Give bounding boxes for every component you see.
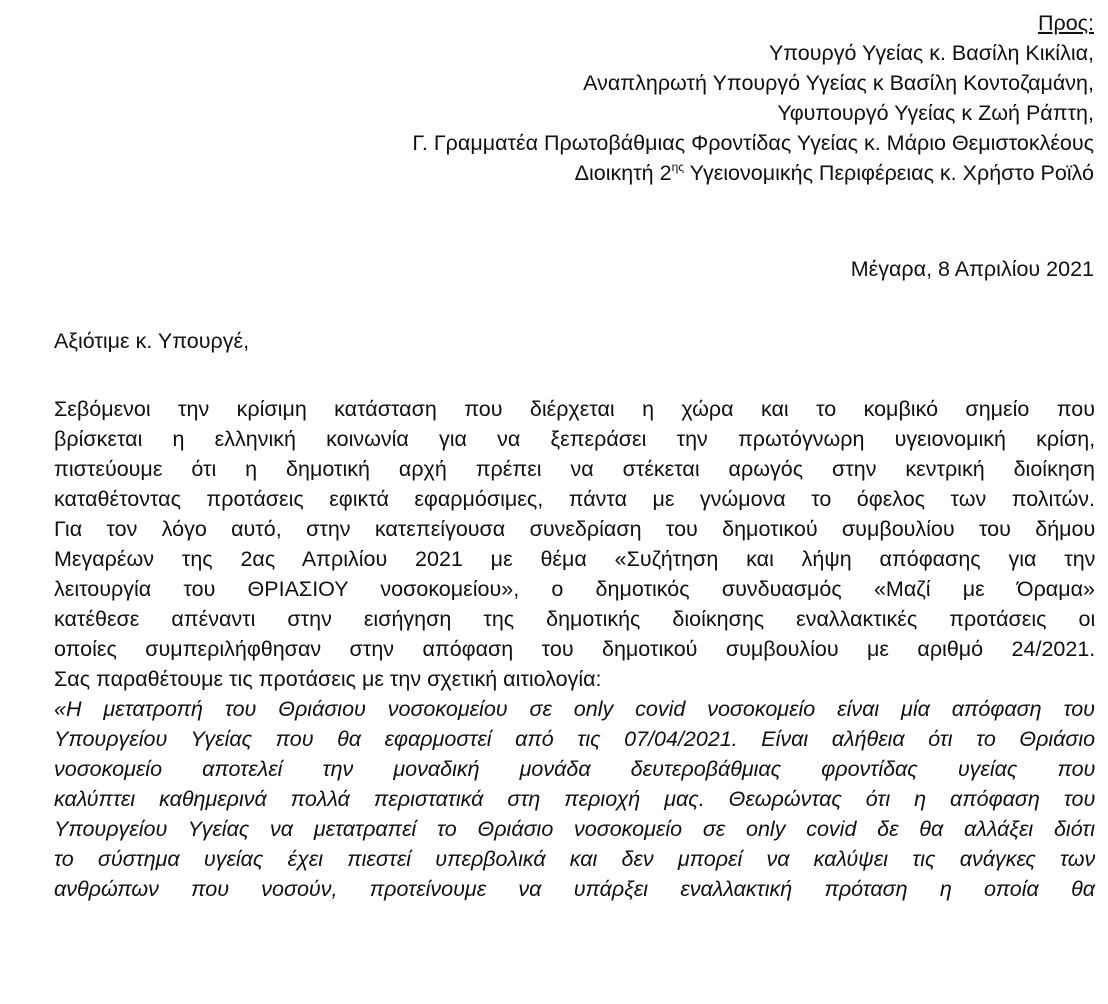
- body-line: πιστεύουμε ότι η δημοτική αρχή πρέπει να στέκεται αρωγός στην κεντρική διοίκηση: [54, 457, 1095, 481]
- quoted-line: «Η μετατροπή του Θριάσιου νοσοκομείου σε only covid νοσοκομείο είναι μία απόφαση του: [54, 697, 1095, 721]
- body-line: καταθέτοντας προτάσεις εφικτά εφαρμόσιμες, πάντα με γνώμονα το όφελος των πολιτών.: [54, 487, 1095, 511]
- recipient-line: Υφυπουργό Υγείας κ Ζωή Ράπτη,: [777, 101, 1094, 125]
- salutation: Αξιότιμε κ. Υπουργέ,: [54, 329, 250, 353]
- date-line: Μέγαρα, 8 Απριλίου 2021: [850, 257, 1094, 281]
- recipient-line: Διοικητή $2^{\eta\varsigma}$ Υγειονομικής Περιφέρειας κ. Χρήστο Ροϊλό: [574, 160, 1094, 185]
- body-line: βρίσκεται η ελληνική κοινωνία για να ξεπεράσει την πρωτόγνωρη υγειονομική κρίση,: [54, 427, 1096, 451]
- recipient-line: Γ. Γραμματέα Πρωτοβάθμιας Φροντίδας Υγείας κ. Μάριο Θεμιστοκλέους: [412, 131, 1094, 155]
- body-line: οποίες συμπεριλήφθησαν στην απόφαση του δημοτικού συμβουλίου με αριθμό 24/2021.: [54, 637, 1096, 661]
- letter-body: [54, 394, 1095, 904]
- body-line: Μεγαρέων της 2ας Απριλίου 2021 με θέμα «Συζήτηση και λήψη απόφασης για την: [54, 547, 1096, 571]
- body-line: Σας παραθέτουμε τις προτάσεις με την σχετική αιτιολογία:: [54, 667, 602, 691]
- ordinal-superscript: ης: [671, 160, 685, 174]
- body-line: λειτουργία του ΘΡΙΑΣΙΟΥ νοσοκομείου», ο δημοτικός συνδυασμός «Μαζί με Όραμα»: [54, 577, 1095, 601]
- quoted-line: νοσοκομείο αποτελεί την μοναδική μονάδα δευτεροβάθμιας φροντίδας υγείας που: [54, 757, 1096, 781]
- quoted-line: Υπουργείου Υγείας να μετατραπεί το Θριάσιο νοσοκομείο σε only covid δε θα αλλάξει διότι: [54, 817, 1095, 841]
- quoted-line: καλύπτει καθημερινά πολλά περιστατικά στη περιοχή μας. Θεωρώντας ότι η απόφαση του: [54, 787, 1096, 811]
- to-label: Προς:: [1037, 11, 1094, 35]
- quoted-line: ανθρώπων που νοσούν, προτείνουμε να υπάρξει εναλλακτική πρόταση η οποία θα: [54, 877, 1095, 901]
- body-line: Για τον λόγο αυτό, στην κατεπείγουσα συνεδρίαση του δημοτικού συμβουλίου του δήμου: [54, 517, 1096, 541]
- body-line: κατέθεσε απέναντι στην εισήγηση της δημοτικής διοίκησης εναλλακτικές προτάσεις οι: [54, 607, 1096, 631]
- body-line: Σεβόμενοι την κρίσιμη κατάσταση που διέρχεται η χώρα και το κομβικό σημείο που: [54, 397, 1095, 421]
- recipient-line: Αναπληρωτή Υπουργό Υγείας κ Βασίλη Κοντοζαμάνη,: [583, 71, 1094, 95]
- recipient-line: Υπουργό Υγείας κ. Βασίλη Κικίλια,: [768, 41, 1094, 65]
- quoted-line: το σύστημα υγείας έχει πιεστεί υπερβολικά και δεν μπορεί να καλύψει τις ανάγκες των: [54, 847, 1096, 871]
- quoted-line: Υπουργείου Υγείας που θα εφαρμοστεί από τις 07/04/2021. Είναι αλήθεια ότι το Θριάσιο: [54, 727, 1096, 751]
- recipients-block: [412, 8, 1094, 188]
